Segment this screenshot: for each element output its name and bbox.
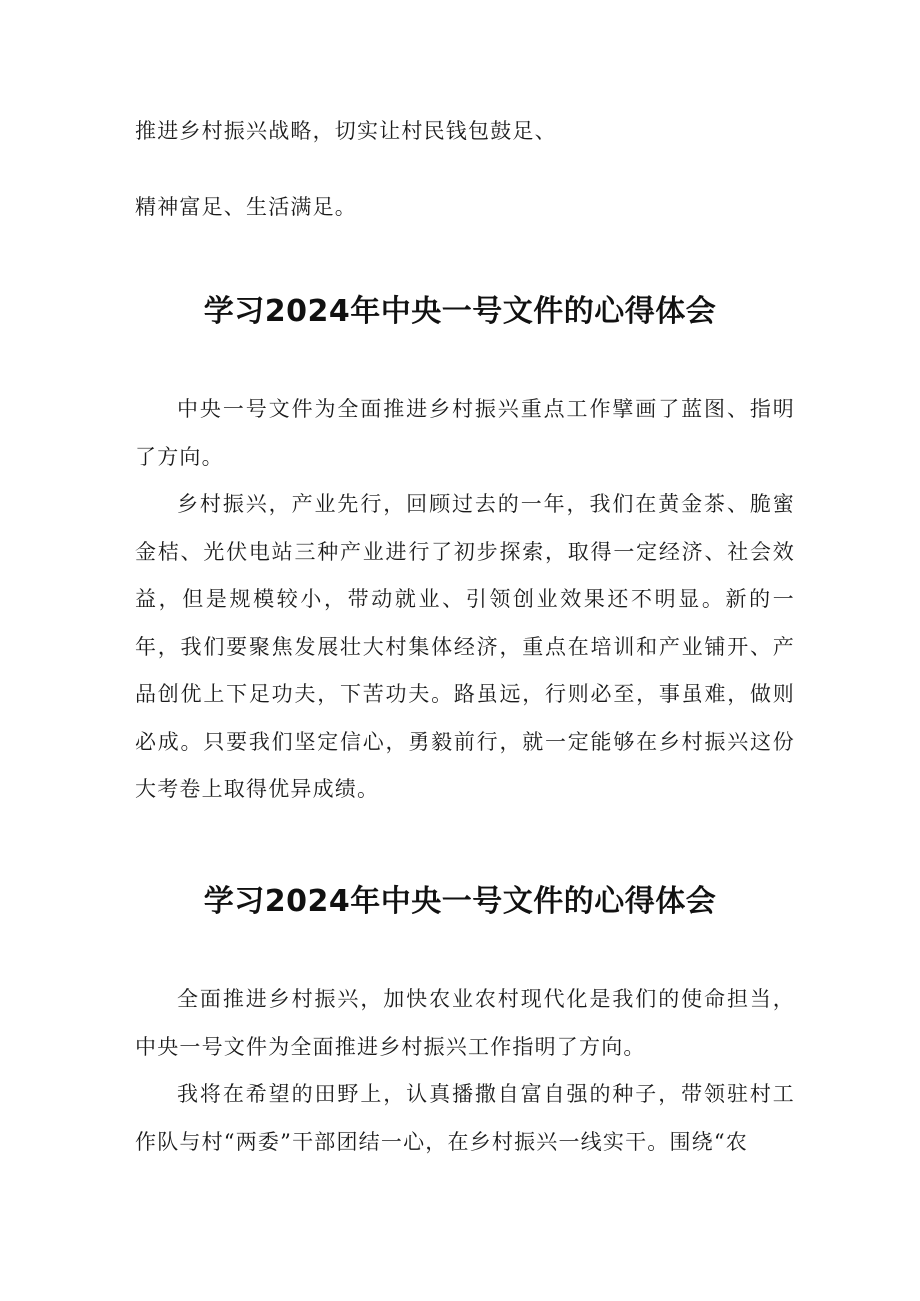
text-line: 推进乡村振兴战略，切实让村民钱包鼓足、 bbox=[135, 119, 557, 143]
paragraph: 我将在希望的田野上，认真播撒自富自强的种子，带领驻村工作队与村“两委”干部团结一心，在乡村振兴一线实干。围绕“农 bbox=[135, 1082, 795, 1154]
paragraph: 中央一号文件为全面推进乡村振兴重点工作擘画了蓝图、指明了方向。 bbox=[135, 397, 795, 469]
paragraph: 全面推进乡村振兴，加快农业农村现代化是我们的使命担当，中央一号文件为全面推进乡村振兴工作指明了方向。 bbox=[135, 987, 795, 1059]
section-title: 学习2024年中央一号文件的心得体会 bbox=[203, 294, 717, 329]
text-line: 精神富足、生活满足。 bbox=[135, 195, 357, 219]
paragraph: 乡村振兴，产业先行，回顾过去的一年，我们在黄金茶、脆蜜金桔、光伏电站三种产业进行了初步探索，取得一定经济、社会效益，但是规模较小，带动就业、引领创业效果还不明显。新的一年，我们要聚焦发展壮大村集体经济，重点在培训和产业铺开、产品创优上下足功夫，下苦功夫。路虽远，行则必至，事虽难，做则必成。只要我们坚定信心，勇毅前行，就一定能够在乡村振兴这份大考卷上取得优异成绩。 bbox=[135, 492, 795, 801]
section-title: 学习2024年中央一号文件的心得体会 bbox=[203, 884, 717, 919]
